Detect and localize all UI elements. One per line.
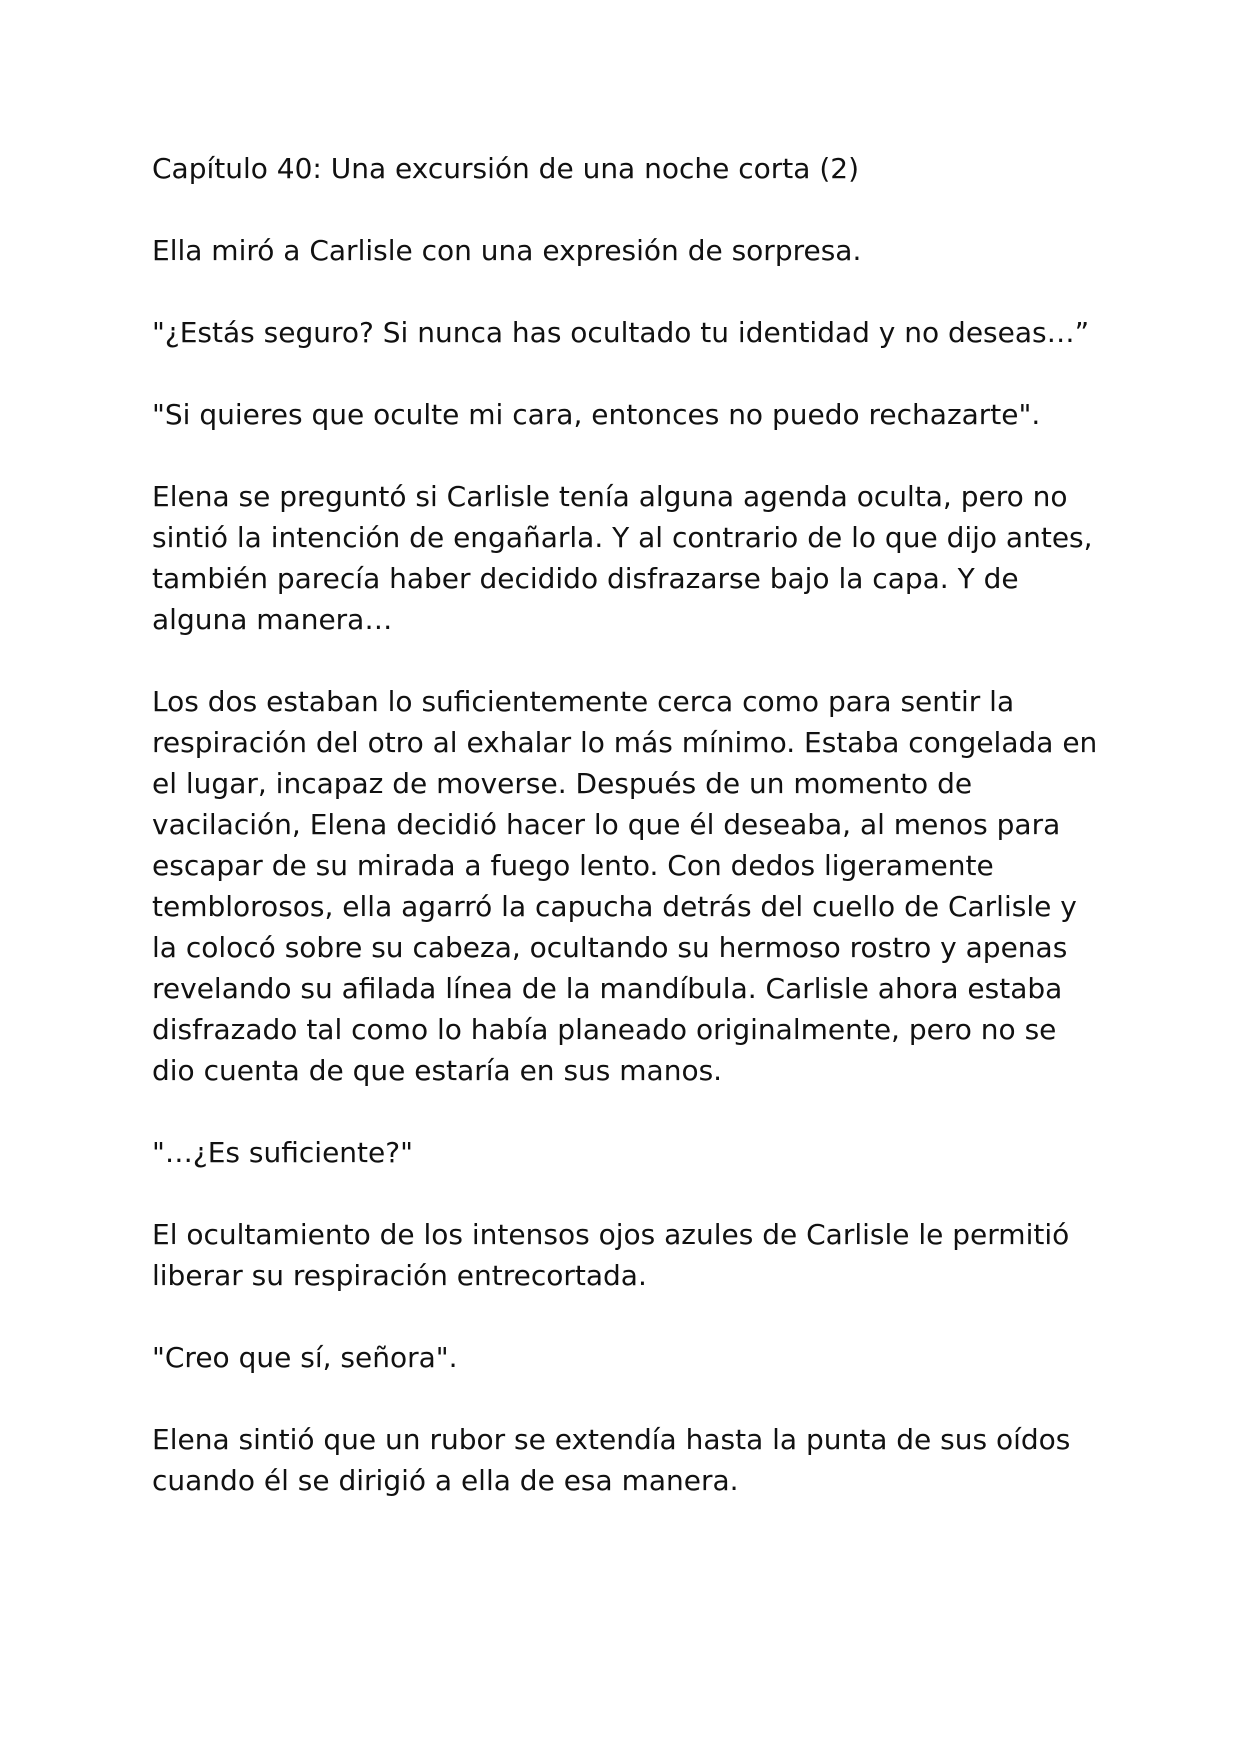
paragraph-6: "…¿Es suficiente?"	[152, 1136, 413, 1169]
paragraph-8: "Creo que sí, señora".	[152, 1341, 458, 1374]
chapter-title: Capítulo 40: Una excursión de una noche corta (2)	[152, 152, 859, 185]
paragraph-3: "Si quieres que oculte mi cara, entonces no puedo rechazarte".	[152, 398, 1041, 431]
paragraph-5: Los dos estaban lo suficientemente cerca como para sentir la respiración del otro al exhalar lo más mínimo. Estaba congelada en el lugar, incapaz de moverse. Después de un momento de vacilación, Elena decidió hacer lo que él deseaba, al menos para escapar de su mirada a fuego lento. Con dedos ligeramente temblorosos, ella agarró la capucha detrás del cuello de Carlisle y la colocó sobre su cabeza, ocultando su hermoso rostro y apenas revelando su afilada línea de la mandíbula. Carlisle ahora estaba disfrazado tal como lo había planeado originalmente, pero no se dio cuenta de que estaría en sus manos.	[152, 685, 1098, 1087]
paragraph-4: Elena se preguntó si Carlisle tenía alguna agenda oculta, pero no sintió la intención de engañarla. Y al contrario de lo que dijo antes, también parecía haber decidido disfrazarse bajo la capa. Y de alguna manera…	[152, 480, 1093, 636]
paragraph-9: Elena sintió que un rubor se extendía hasta la punta de sus oídos cuando él se dirigió a ella de esa manera.	[152, 1423, 1071, 1497]
paragraph-7: El ocultamiento de los intensos ojos azules de Carlisle le permitió liberar su respiración entrecortada.	[152, 1218, 1070, 1292]
document-page	[152, 148, 1102, 1542]
paragraph-1: Ella miró a Carlisle con una expresión de sorpresa.	[152, 234, 862, 267]
paragraph-2: "¿Estás seguro? Si nunca has ocultado tu identidad y no deseas…”	[152, 316, 1090, 349]
